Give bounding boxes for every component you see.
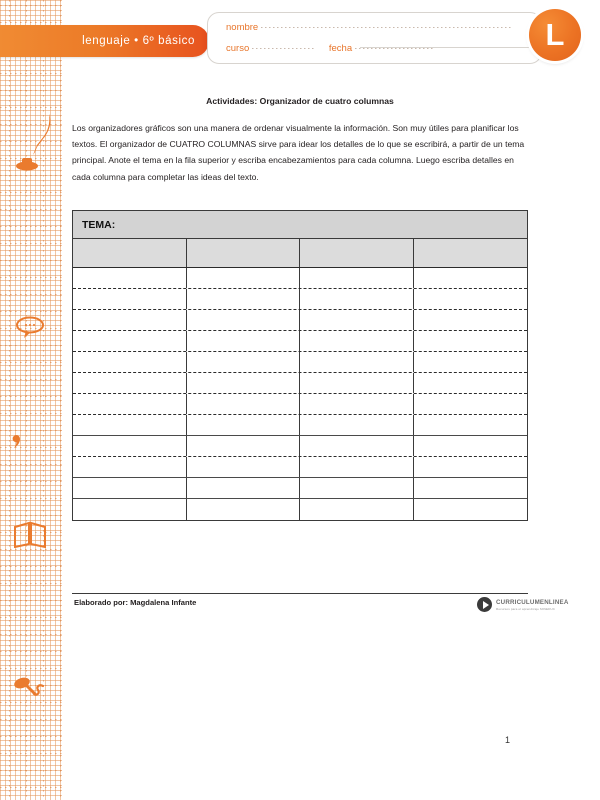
- grid-horizontal-rule: [0, 396, 62, 397]
- grid-horizontal-rule: [0, 464, 62, 465]
- subject-banner-label: lenguaje • 6º básico: [82, 35, 195, 47]
- organizer-cell[interactable]: [300, 289, 414, 309]
- organizer-cell[interactable]: [187, 499, 301, 520]
- table-row: [73, 352, 527, 373]
- table-row: [73, 331, 527, 352]
- grid-horizontal-rule: [0, 787, 62, 788]
- grid-horizontal-rule: [0, 753, 62, 754]
- comma-icon: [12, 434, 24, 455]
- organizer-cell[interactable]: [73, 373, 187, 393]
- microphone-icon: [12, 675, 48, 706]
- organizer-cell[interactable]: [73, 394, 187, 414]
- organizer-cell[interactable]: [414, 331, 528, 351]
- grid-horizontal-rule: [0, 226, 62, 227]
- grid-horizontal-rule: [0, 22, 62, 23]
- grid-horizontal-rule: [0, 430, 62, 431]
- organizer-cell[interactable]: [414, 457, 528, 477]
- header-trailing-rule: [360, 47, 535, 48]
- grid-horizontal-rule: [0, 379, 62, 380]
- organizer-body: [73, 268, 527, 520]
- organizer-cell[interactable]: [414, 436, 528, 456]
- organizer-cell[interactable]: [300, 478, 414, 498]
- tema-row[interactable]: [73, 211, 527, 239]
- organizer-cell[interactable]: [414, 499, 528, 520]
- grid-horizontal-rule: [0, 583, 62, 584]
- organizer-cell[interactable]: [187, 268, 301, 288]
- table-row: [73, 394, 527, 415]
- page-number: 1: [505, 735, 511, 745]
- curriculum-en-linea-logo: [477, 597, 569, 612]
- intro-paragraph: Los organizadores gráficos son una manera de ordenar visualmente la información. Son muy útiles para planificar los textos. El organizador de CUATRO COLUMNAS sirve para idear los detalles de lo que se escribirá, a partir de un tema principal. Anote el tema en la fila superior y escriba encabezamientos para cada columna. Luego escriba detalles en cada columna para completar las ideas del texto.: [72, 123, 525, 182]
- organizer-cell[interactable]: [300, 457, 414, 477]
- organizer-cell[interactable]: [187, 289, 301, 309]
- organizer-cell[interactable]: [73, 415, 187, 435]
- open-book-icon: [12, 520, 48, 553]
- subject-logo: [529, 9, 581, 61]
- organizer-cell[interactable]: [73, 499, 187, 520]
- table-row: [73, 289, 527, 310]
- organizer-cell[interactable]: [187, 310, 301, 330]
- table-row: [73, 373, 527, 394]
- organizer-cell[interactable]: [300, 310, 414, 330]
- organizer-cell[interactable]: [300, 436, 414, 456]
- table-row: [73, 310, 527, 331]
- organizer-cell[interactable]: [414, 310, 528, 330]
- organizer-cell[interactable]: [300, 331, 414, 351]
- organizer-cell[interactable]: [73, 289, 187, 309]
- organizer-cell[interactable]: [300, 499, 414, 520]
- grid-horizontal-rule: [0, 277, 62, 278]
- subject-logo-letter: L: [545, 16, 565, 52]
- table-row: [73, 415, 527, 436]
- grid-horizontal-rule: [0, 192, 62, 193]
- grid-horizontal-rule: [0, 481, 62, 482]
- grid-horizontal-rule: [0, 498, 62, 499]
- grid-horizontal-rule: [0, 515, 62, 516]
- grid-horizontal-rule: [0, 294, 62, 295]
- organizer-cell[interactable]: [73, 478, 187, 498]
- grid-horizontal-rule: [0, 651, 62, 652]
- organizer-cell[interactable]: [187, 415, 301, 435]
- organizer-cell[interactable]: [187, 394, 301, 414]
- grid-horizontal-rule: [0, 345, 62, 346]
- grid-vertical-rule: [60, 0, 61, 800]
- organizer-cell[interactable]: [73, 331, 187, 351]
- tema-label: TEMA:: [82, 218, 116, 231]
- grid-horizontal-rule: [0, 413, 62, 414]
- grid-horizontal-rule: [0, 668, 62, 669]
- table-row: [73, 268, 527, 289]
- grid-horizontal-rule: [0, 260, 62, 261]
- grid-horizontal-rule: [0, 209, 62, 210]
- organizer-cell[interactable]: [300, 415, 414, 435]
- quill-pen-icon: [28, 112, 54, 161]
- grid-horizontal-rule: [0, 736, 62, 737]
- organizer-cell[interactable]: [300, 352, 414, 372]
- table-row: [73, 478, 527, 499]
- grid-horizontal-rule: [0, 311, 62, 312]
- column-header-cell[interactable]: [300, 239, 414, 267]
- organizer-cell[interactable]: [73, 457, 187, 477]
- table-row: [73, 457, 527, 478]
- grid-horizontal-rule: [0, 447, 62, 448]
- organizer-cell[interactable]: [414, 289, 528, 309]
- grid-horizontal-rule: [0, 362, 62, 363]
- grid-horizontal-rule: [0, 90, 62, 91]
- brand-name: CURRICULUMENLINEA: [496, 598, 569, 606]
- speech-bubble-icon: [15, 315, 45, 344]
- grid-horizontal-rule: [0, 770, 62, 771]
- column-headers-row: [73, 239, 527, 268]
- organizer-cell[interactable]: [300, 268, 414, 288]
- organizer-cell[interactable]: [187, 331, 301, 351]
- organizer-cell[interactable]: [187, 457, 301, 477]
- student-info-box: [207, 12, 542, 64]
- organizer-cell[interactable]: [300, 394, 414, 414]
- organizer-cell[interactable]: [414, 373, 528, 393]
- organizer-cell[interactable]: [187, 373, 301, 393]
- organizer-cell[interactable]: [187, 478, 301, 498]
- organizer-cell[interactable]: [73, 436, 187, 456]
- grid-vertical-rule: [9, 0, 10, 800]
- table-row: [73, 436, 527, 457]
- play-button-icon: [477, 597, 492, 612]
- grid-horizontal-rule: [0, 634, 62, 635]
- organizer-cell[interactable]: [414, 478, 528, 498]
- organizer-cell[interactable]: [73, 268, 187, 288]
- organizer-cell[interactable]: [187, 436, 301, 456]
- date-field-label: fecha: [328, 43, 353, 54]
- organizer-cell[interactable]: [300, 373, 414, 393]
- page-title: Actividades: Organizador de cuatro columnas: [206, 96, 394, 106]
- play-triangle-icon: [483, 601, 489, 609]
- course-date-field-row[interactable]: [226, 43, 435, 54]
- organizer-cell[interactable]: [414, 415, 528, 435]
- name-field-dotted-line: [261, 27, 513, 28]
- name-field-row[interactable]: [226, 22, 513, 33]
- column-header-cell[interactable]: [414, 239, 528, 267]
- date-field-dotted-line: [355, 48, 435, 49]
- decorative-left-margin: [0, 0, 62, 800]
- four-column-organizer-table: [72, 210, 528, 521]
- grid-horizontal-rule: [0, 719, 62, 720]
- footer-divider: [72, 593, 528, 594]
- subject-banner: [0, 25, 209, 57]
- course-field-label: curso: [226, 43, 250, 54]
- grid-horizontal-rule: [0, 617, 62, 618]
- grid-horizontal-rule: [0, 566, 62, 567]
- table-row: [73, 499, 527, 520]
- organizer-cell[interactable]: [414, 352, 528, 372]
- grid-horizontal-rule: [0, 107, 62, 108]
- inkwell-icon: [14, 155, 40, 176]
- column-header-cell[interactable]: [187, 239, 301, 267]
- grid-horizontal-rule: [0, 243, 62, 244]
- grid-horizontal-rule: [0, 600, 62, 601]
- author-credit: Elaborado por: Magdalena Infante: [74, 598, 197, 607]
- grid-horizontal-rule: [0, 5, 62, 6]
- grid-horizontal-rule: [0, 73, 62, 74]
- organizer-cell[interactable]: [414, 268, 528, 288]
- course-field-dotted-line: [252, 48, 314, 49]
- organizer-cell[interactable]: [73, 352, 187, 372]
- brand-tagline: Recursos para el aprendizaje MINEDUC: [496, 606, 556, 611]
- organizer-cell[interactable]: [187, 352, 301, 372]
- organizer-cell[interactable]: [414, 394, 528, 414]
- organizer-cell[interactable]: [73, 310, 187, 330]
- name-field-label: nombre: [226, 22, 259, 33]
- column-header-cell[interactable]: [73, 239, 187, 267]
